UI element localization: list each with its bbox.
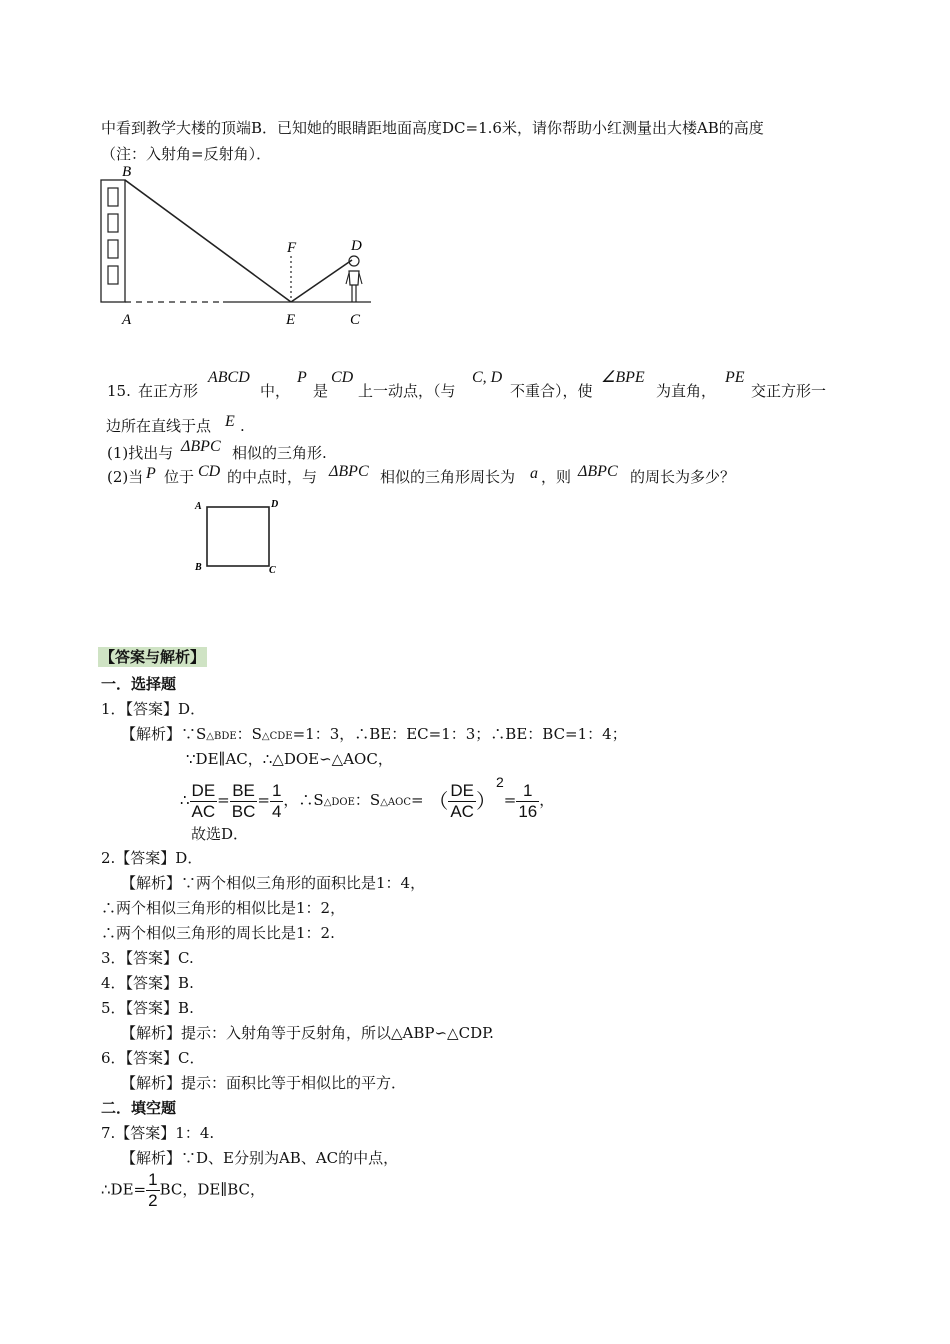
answers-header: 【答案与解析】 (100, 648, 206, 666)
answer-5: 5．【答案】B. (101, 999, 194, 1017)
label-b: B (122, 164, 132, 180)
label-c: C (350, 312, 361, 328)
question2-text: (2)当 (107, 468, 144, 486)
math-tri-bpc: ΔBPC (329, 463, 369, 480)
problem15-text: 上一动点，（与 (358, 382, 456, 400)
building-window (108, 240, 118, 258)
building-window (108, 266, 118, 284)
answer-2: 2.【答案】D． (101, 849, 203, 867)
answer-3: 3．【答案】C. (101, 949, 194, 967)
square-abcd-figure (190, 495, 290, 580)
square-label-b: B (195, 562, 202, 573)
question2-text: ，则 (541, 468, 572, 486)
math-cd: CD (331, 369, 354, 386)
problem14-line1: 中看到教学大楼的顶端B．已知她的眼睛距地面高度DC=1.6米，请你帮助小红测量出大楼AB的高度 (101, 119, 764, 137)
problem15-text: 在正方形 (138, 382, 199, 400)
problem15-text: 为直角， (656, 382, 717, 400)
question2-text: 的周长为多少？ (630, 468, 736, 486)
answer7-formula: ∴DE= $\frac{1}{2}$ BC，DE∥BC， (101, 1170, 266, 1210)
math-e: E (225, 413, 235, 430)
problem15-text: 中， (260, 382, 291, 400)
answer1-formula: ∴ $\frac{DE}{AC}$ = $\frac{BE}{BC}$ = $\frac{1}{4}$ ，∴S△DOE：S△AOC= （ $\frac{DE}{AC}$ ）$^2$= $\frac{1}{16}$ ， (180, 774, 555, 821)
math-p: P (297, 369, 307, 386)
fraction: $\frac{BE}{BC}$ (231, 780, 256, 821)
answer2-explanation: ∴两个相似三角形的相似比是1：2， (101, 899, 346, 917)
question2-text: 位于 (164, 468, 195, 486)
building-window (108, 214, 118, 232)
square-label-a: A (195, 501, 202, 512)
math-c-d: C, D (472, 369, 503, 386)
fraction: $\frac{DE}{AC}$ (450, 780, 474, 821)
ray-be (125, 180, 291, 302)
building-window (108, 188, 118, 206)
label-e: E (286, 312, 296, 328)
answer-1: 1．【答案】D． (101, 700, 206, 718)
label-a: A (122, 312, 132, 328)
problem15-text: 不重合），使 (510, 382, 593, 400)
building-reflection-figure (95, 160, 385, 330)
answer6-explanation: 【解析】提示：面积比等于相似比的平方． (121, 1074, 407, 1092)
answer1-conclusion: 故选D． (191, 825, 249, 843)
section2-title: 二．填空题 (101, 1099, 177, 1117)
math-cd: CD (198, 463, 221, 480)
problem15-text: 交正方形一 (751, 382, 827, 400)
fraction: $\frac{1}{4}$ (271, 780, 282, 821)
math-tri-bpc: ΔBPC (181, 438, 221, 455)
answer7-explanation: 【解析】∵D、E分别为AB、AC的中点， (121, 1149, 399, 1167)
label-d: D (351, 238, 362, 254)
fraction: $\frac{1}{2}$ (148, 1170, 158, 1210)
problem15-number: 15. (107, 382, 131, 400)
math-angle-bpe: ∠BPE (601, 369, 645, 386)
question1-text: 相似的三角形. (232, 444, 327, 462)
question2-text: 相似的三角形周长为 (380, 468, 516, 486)
problem15-text: . (240, 417, 245, 435)
question2-text: 的中点时，与 (227, 468, 318, 486)
problem15-text: 是 (313, 382, 329, 400)
answer-7: 7.【答案】1：4. (101, 1124, 215, 1142)
answer2-explanation: ∴两个相似三角形的周长比是1：2. (101, 924, 335, 942)
square-label-d: D (271, 499, 279, 510)
answer-6: 6．【答案】C． (101, 1049, 205, 1067)
answer1-explanation: 【解析】∵S△BDE：S△CDE=1：3，∴BE：EC=1：3；∴BE：BC=1：4； (121, 725, 627, 743)
label-f: F (287, 240, 297, 256)
answer1-explanation: ∵DE∥AC，∴△DOE∽△AOC， (186, 750, 393, 768)
square-label-c: C (269, 565, 276, 576)
math-a: a (530, 465, 538, 482)
square-outline (207, 507, 269, 566)
ray-ed (291, 260, 352, 302)
question1-text: (1)找出与 (107, 444, 174, 462)
problem14-line2: （注：入射角=反射角）． (101, 145, 272, 163)
math-pe: PE (725, 369, 745, 386)
section1-title: 一．选择题 (101, 675, 177, 693)
answer2-explanation: 【解析】∵两个相似三角形的面积比是1：4， (121, 874, 426, 892)
fraction: $\frac{1}{16}$ (518, 780, 538, 821)
answer-4: 4．【答案】B. (101, 974, 194, 992)
math-p: P (146, 465, 156, 482)
math-tri-bpc: ΔBPC (578, 463, 618, 480)
answer5-explanation: 【解析】提示：入射角等于反射角，所以△ABP∽△CDP. (121, 1024, 494, 1042)
problem15-text: 边所在直线于点 (106, 417, 212, 435)
fraction: $\frac{DE}{AC}$ (191, 780, 216, 821)
math-abcd: ABCD (208, 369, 250, 386)
